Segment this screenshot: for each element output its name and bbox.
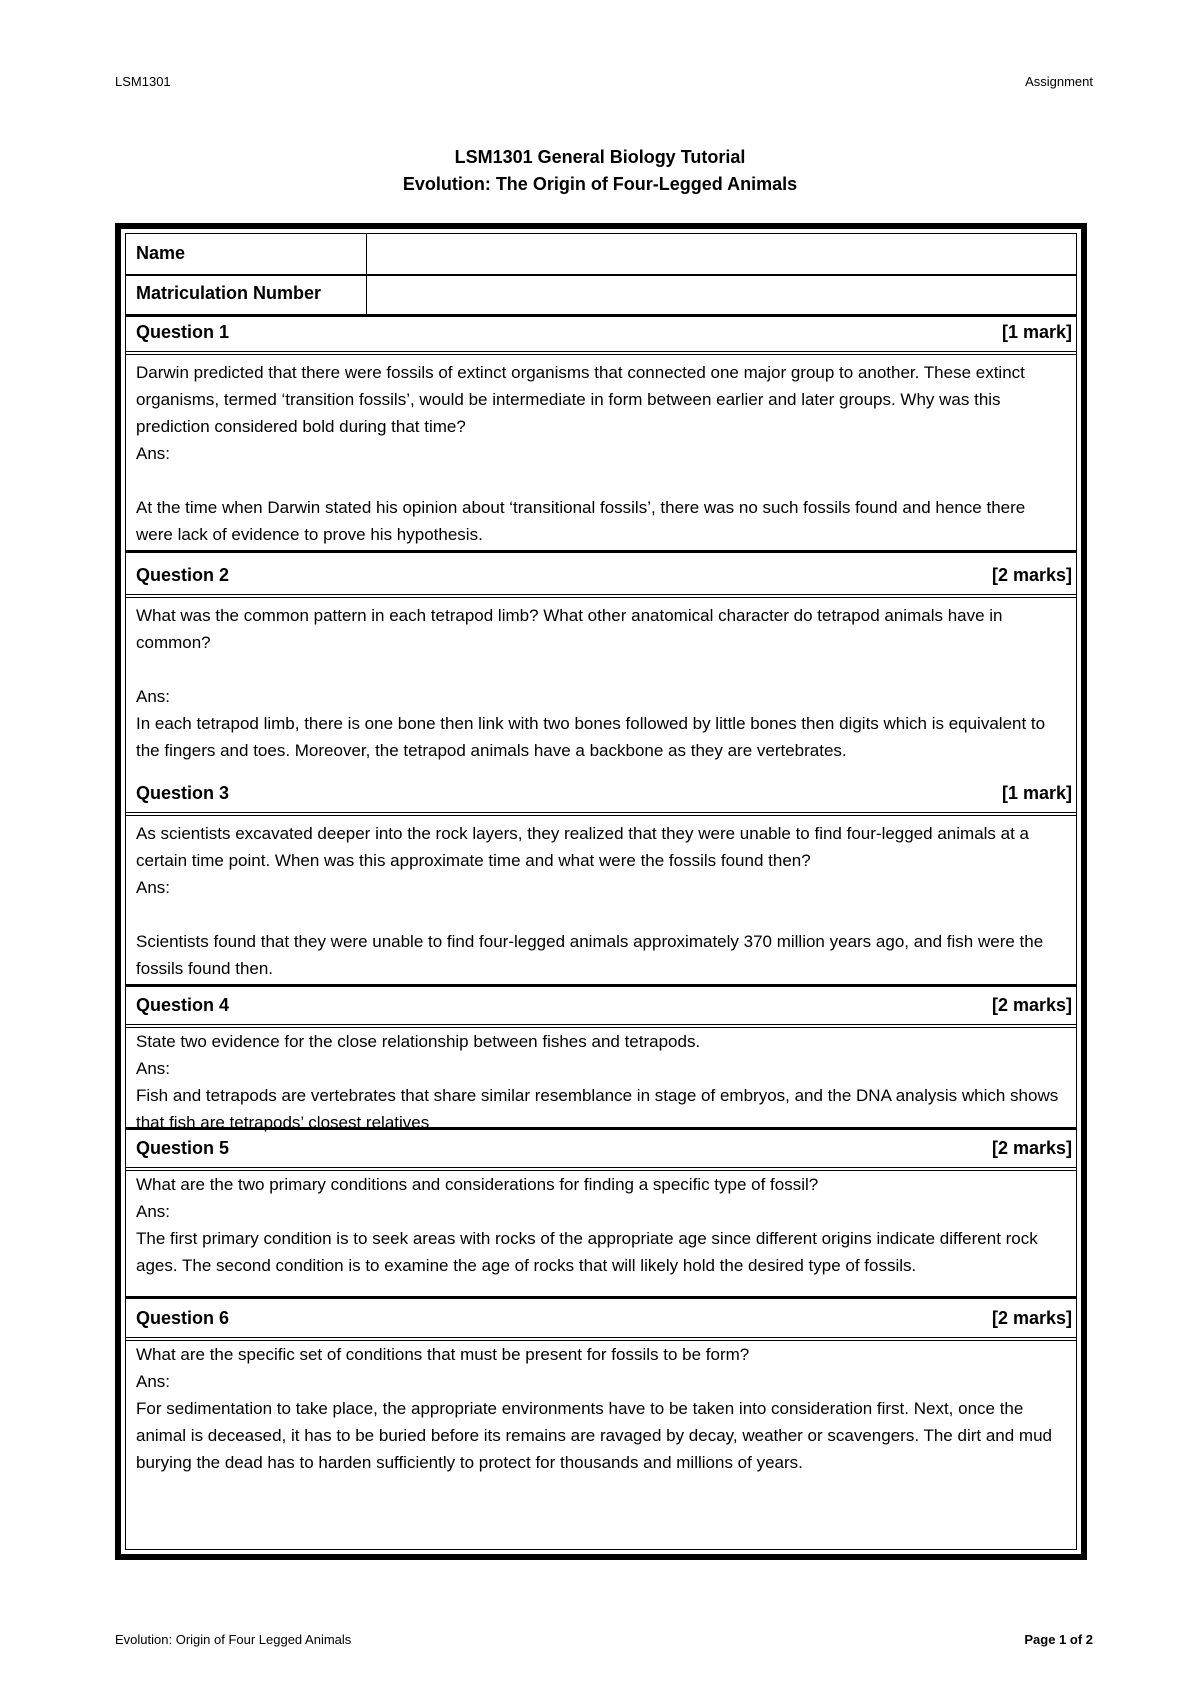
matric-row xyxy=(126,274,1076,317)
footer-doc-title: Evolution: Origin of Four Legged Animals xyxy=(115,1632,352,1647)
question-label: Question 5 xyxy=(136,1138,230,1158)
question-body xyxy=(126,1341,1076,1476)
question-text: State two evidence for the close relationship between fishes and tetrapods. xyxy=(136,1032,701,1051)
header-doc-type: Assignment xyxy=(1025,74,1093,89)
question-marks: [2 marks] xyxy=(991,1138,1072,1158)
answer-text: At the time when Darwin stated his opinion about ‘transitional fossils’, there was no such fossils found and hence there were lack of evidence to prove his hypothesis. xyxy=(136,498,1026,544)
question-6 xyxy=(126,1299,1076,1476)
question-divider xyxy=(126,550,1076,553)
matric-field[interactable] xyxy=(376,283,1072,305)
question-header xyxy=(126,313,1076,355)
answer-label: Ans: xyxy=(136,1059,171,1078)
form-inner xyxy=(125,233,1077,1550)
question-header xyxy=(126,774,1076,816)
question-marks: [1 mark] xyxy=(1001,322,1072,342)
answer-text: In each tetrapod limb, there is one bone then link with two bones followed by little bones then digits which is equivalent to the fingers and toes. Moreover, the tetrapod animals have a backbone as they are vertebrates. xyxy=(136,714,1046,760)
question-text: Darwin predicted that there were fossils of extinct organisms that connected one major group to another. These extinct organisms, termed ‘transition fossils’, would be intermediate in form between earlier and later groups. Why was this prediction considered bold during that time? xyxy=(136,363,1025,436)
question-label: Question 2 xyxy=(136,565,230,585)
answer-label: Ans: xyxy=(136,878,171,897)
question-header xyxy=(126,986,1076,1028)
answer-text: For sedimentation to take place, the appropriate environments have to be taken into consideration first. Next, once the animal is deceased, it has to be buried before its remains are ravaged by decay, weather or scavengers. The dirt and mud burying the dead has to harden sufficiently to protect for thousands and millions of years. xyxy=(136,1399,1052,1472)
question-label: Question 4 xyxy=(136,995,230,1015)
question-header xyxy=(126,1129,1076,1171)
question-2 xyxy=(126,556,1076,764)
answer-label: Ans: xyxy=(136,1202,171,1221)
question-text: As scientists excavated deeper into the rock layers, they realized that they were unable to find four-legged animals at a certain time point. When was this approximate time and what were the fossils found then? xyxy=(136,824,1029,870)
answer-label: Ans: xyxy=(136,444,171,463)
question-text: What are the specific set of conditions that must be present for fossils to be form? xyxy=(136,1345,750,1364)
question-header xyxy=(126,1299,1076,1341)
name-field[interactable] xyxy=(376,243,1072,265)
title-line-2: Evolution: The Origin of Four-Legged Animals xyxy=(402,174,798,194)
question-marks: [2 marks] xyxy=(991,995,1072,1015)
name-label: Name xyxy=(136,243,186,263)
answer-text: Fish and tetrapods are vertebrates that share similar resemblance in stage of embryos, and the DNA analysis which shows that fish are tetrapods’ closest relatives xyxy=(136,1086,1059,1132)
matric-label: Matriculation Number xyxy=(136,283,322,303)
question-body xyxy=(126,1028,1076,1136)
question-body xyxy=(126,816,1076,982)
answer-label: Ans: xyxy=(136,687,171,706)
column-divider xyxy=(366,274,367,316)
question-1 xyxy=(126,313,1076,548)
title-line-1: LSM1301 General Biology Tutorial xyxy=(454,147,746,167)
page-footer xyxy=(115,1632,1093,1652)
question-text: What was the common pattern in each tetrapod limb? What other anatomical character do tetrapod animals have in common? xyxy=(136,606,1003,652)
answer-text: Scientists found that they were unable to find four-legged animals approximately 370 million years ago, and fish were the fossils found then. xyxy=(136,932,1044,978)
question-4 xyxy=(126,986,1076,1136)
answer-label: Ans: xyxy=(136,1372,171,1391)
question-5 xyxy=(126,1129,1076,1279)
question-label: Question 6 xyxy=(136,1308,230,1328)
question-header xyxy=(126,556,1076,598)
question-marks: [2 marks] xyxy=(991,1308,1072,1328)
page-number: Page 1 of 2 xyxy=(1024,1632,1093,1647)
question-text: What are the two primary conditions and considerations for finding a specific type of fossil? xyxy=(136,1175,819,1194)
question-marks: [1 mark] xyxy=(1001,783,1072,803)
question-3 xyxy=(126,774,1076,982)
question-body xyxy=(126,1171,1076,1279)
question-marks: [2 marks] xyxy=(991,565,1072,585)
question-label: Question 1 xyxy=(136,322,230,342)
question-body xyxy=(126,598,1076,764)
document-title xyxy=(0,144,1200,198)
page-header xyxy=(115,74,1093,94)
column-divider xyxy=(366,234,367,276)
header-course-code: LSM1301 xyxy=(115,74,171,89)
question-body xyxy=(126,355,1076,548)
name-row xyxy=(126,234,1076,276)
tutorial-form xyxy=(115,223,1087,1560)
question-label: Question 3 xyxy=(136,783,230,803)
answer-text: The first primary condition is to seek areas with rocks of the appropriate age since different origins indicate different rock ages. The second condition is to examine the age of rocks that will likely hold the desired type of fossils. xyxy=(136,1229,1038,1275)
